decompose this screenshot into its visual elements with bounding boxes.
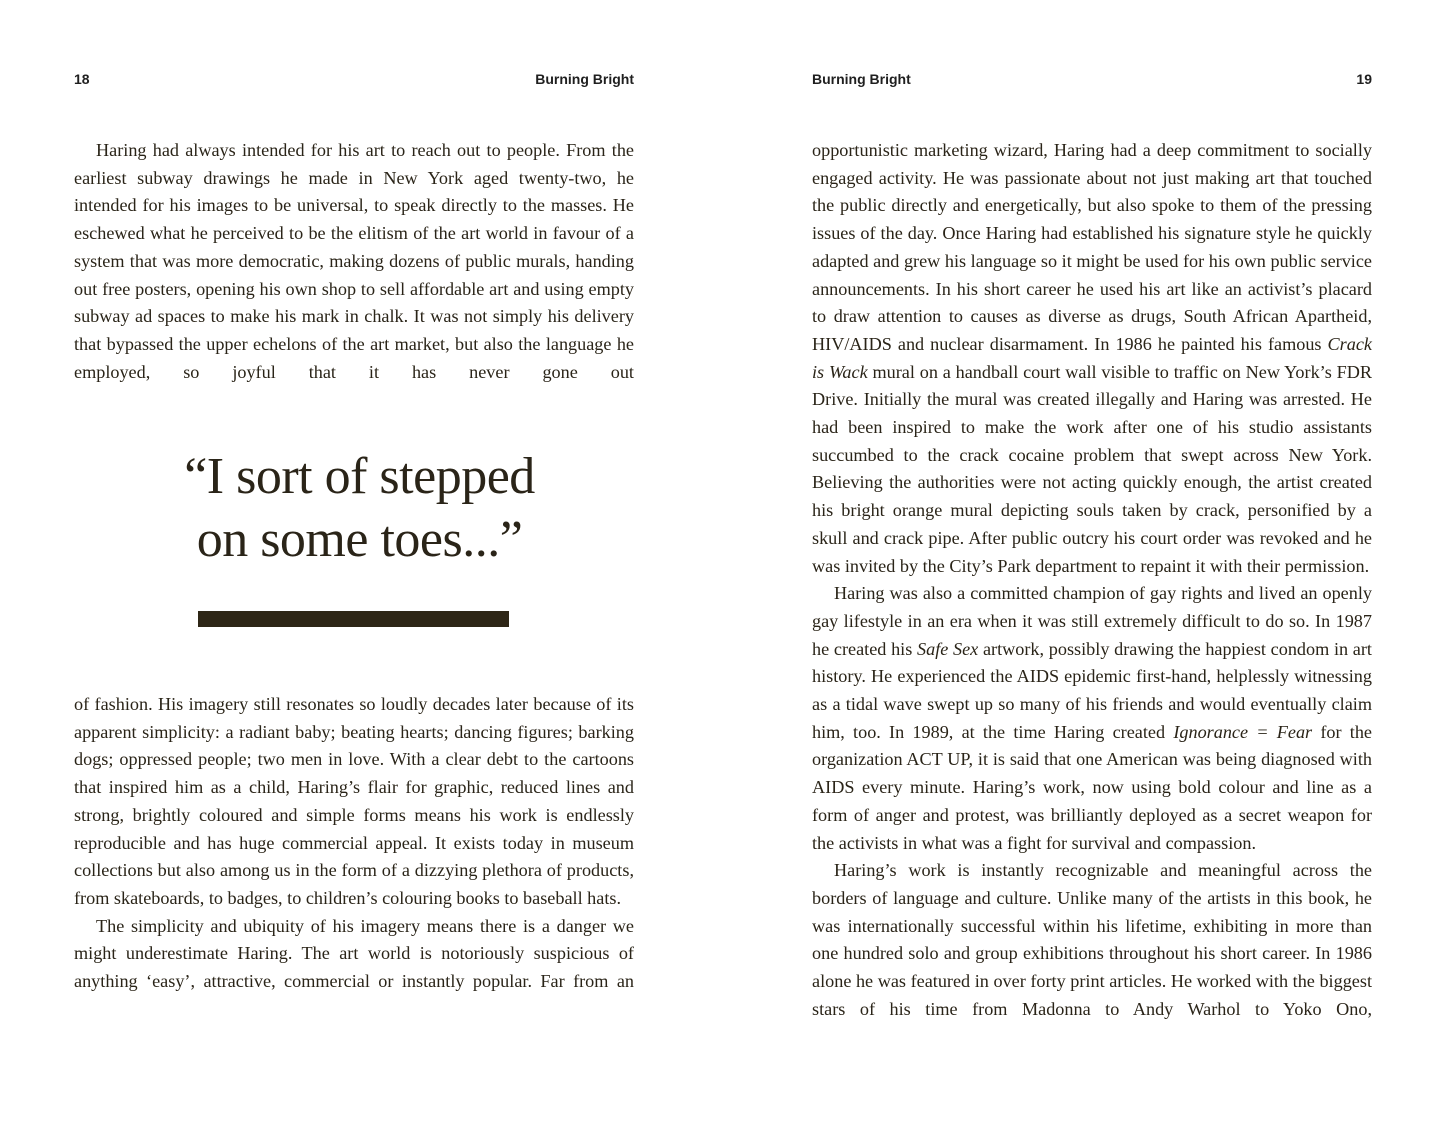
text-run: artwork, possibly drawing the happiest condom in art history. He experienced the AIDS epidemic first-hand, helplessly witnessing as a tidal wave swept up so many of his friends and would eventually claim him, too. In 1989, at the time Haring created xyxy=(812,638,1372,742)
paragraph xyxy=(812,137,1372,580)
artwork-title: Safe Sex xyxy=(917,638,979,659)
left-body-bottom xyxy=(74,691,634,996)
pull-quote-rule xyxy=(198,611,509,627)
left-body-top xyxy=(74,137,634,386)
artwork-title: Crack is Wack xyxy=(812,333,1372,382)
paragraph: Haring had always intended for his art to reach out to people. From the earliest subway drawings he made in New York aged twenty-two, he intended for his images to be universal, to speak directly to the masses. He eschewed what he perceived to be the elitism of the art world in favour of a system that was more democratic, making dozens of public murals, handing out free posters, opening his own shop to sell affordable art and using empty subway ad spaces to make his mark in chalk. It was not simply his delivery that bypassed the upper echelons of the art market, but also the language he employed, so joyful that it has never gone out xyxy=(74,140,634,382)
running-head: Burning Bright xyxy=(812,71,911,87)
artwork-title: Ignorance = Fear xyxy=(1173,721,1313,742)
paragraph: Haring’s work is instantly recognizable and meaningful across the borders of language and culture. Unlike many of the artists in this book, he was internationally successful within his lifetime, exhibiting in more than one hundred solo and group exhibitions throughout his short career. In 1986 alone he was featured in over forty print articles. He worked with the biggest stars of his time from Madonna to Andy Warhol to Yoko Ono, xyxy=(812,860,1372,1019)
pull-quote xyxy=(74,445,645,571)
paragraph: The simplicity and ubiquity of his imagery means there is a danger we might underestimate Haring. The art world is notoriously suspicious of anything ‘easy’, attractive, commercial or instantly popular. Far from an xyxy=(74,915,634,992)
paragraph: of fashion. His imagery still resonates so loudly decades later because of its apparent simplicity: a radiant baby; beating hearts; dancing figures; barking dogs; oppressed people; two men in love. With a clear debt to the cartoons that inspired him as a child, Haring’s flair for graphic, reduced lines and strong, brightly coloured and simple forms means his work is endlessly reproducible and has huge commercial appeal. It exists today in museum collections but also among us in the form of a dizzying plethora of products, from skateboards, to badges, to children’s colouring books to baseball hats. xyxy=(74,694,634,908)
pull-quote-line: on some toes...” xyxy=(196,511,523,568)
text-run: Haring was also a committed champion of gay rights and lived an openly gay lifestyle in an era when it was still extremely difficult to do so. In 1987 he created his xyxy=(812,583,1372,659)
text-run: mural on a handball court wall visible to traffic on New York’s FDR Drive. Initially the mural was created illegally and Haring was arrested. He had been inspired to make the work after one of his studio assistants succumbed to the crack cocaine problem that swept across New York. Believing the authorities were not acting quickly enough, the artist created his bright orange mural depicting souls taken by crack, personified by a skull and crack pipe. After public outcry his court order was revoked and he was invited by the City’s Park department to repaint it with their permission. xyxy=(812,361,1372,576)
running-head: Burning Bright xyxy=(535,71,634,87)
page-number: 19 xyxy=(1356,71,1372,87)
right-page xyxy=(812,0,1372,1131)
right-page-header xyxy=(812,71,1372,91)
pull-quote-line: “I sort of stepped xyxy=(184,448,535,505)
left-page xyxy=(74,0,634,1131)
text-run: opportunistic marketing wizard, Haring had a deep commitment to socially engaged activity. He was passionate about not just making art that touched the public directly and energetically, but also spoke to them of the pressing issues of the day. Once Haring had established his signature style he quickly adapted and grew his language so it might be used for his own public service announcements. In his short career he used his art like an activist’s placard to draw attention to causes as diverse as drugs, South African Apartheid, HIV/AIDS and nuclear disarmament. In 1986 he painted his famous xyxy=(812,140,1372,354)
paragraph xyxy=(812,580,1372,857)
text-run: for the organization ACT UP, it is said that one American was being diagnosed with AIDS every minute. Haring’s work, now using bold colour and line as a form of anger and protest, was brilliantly deployed as a secret weapon for the activists in what was a fight for survival and compassion. xyxy=(812,721,1373,853)
right-body xyxy=(812,137,1372,1024)
left-page-header xyxy=(74,71,634,91)
page-number: 18 xyxy=(74,71,90,87)
